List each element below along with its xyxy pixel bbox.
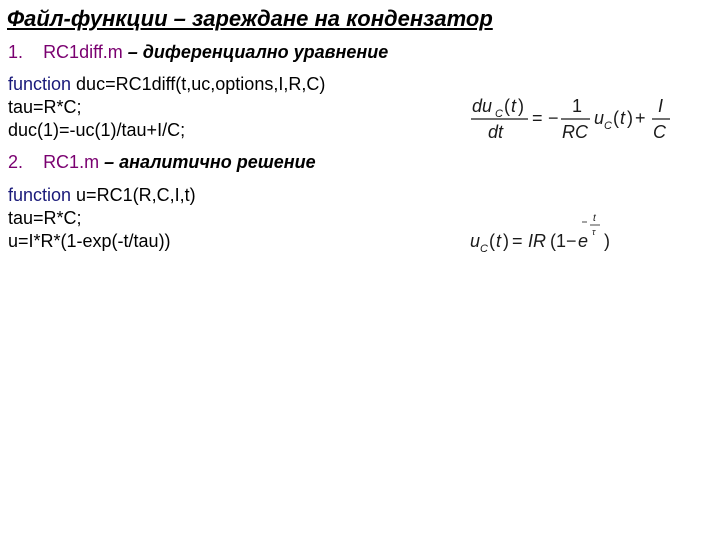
svg-text:(: ( — [613, 108, 619, 128]
svg-text:C: C — [480, 243, 488, 255]
svg-text:u: u — [470, 231, 481, 251]
svg-text:RC: RC — [562, 122, 588, 142]
svg-text:): ) — [518, 96, 524, 116]
svg-text:e: e — [578, 231, 589, 251]
svg-text:du: du — [472, 96, 493, 116]
svg-text:(: ( — [489, 231, 495, 251]
code-line: tau=R*C; — [8, 97, 82, 117]
analytic-solution-equation — [468, 210, 628, 260]
svg-text:=: = — [512, 231, 523, 251]
code-line: u=I*R*(1-exp(-t/tau)) — [8, 231, 171, 251]
svg-text:): ) — [604, 231, 610, 251]
svg-text:I: I — [658, 96, 664, 116]
item-1-filename: RC1diff.m — [43, 42, 123, 62]
code-line: function duc=RC1diff(t,uc,options,I,R,C) — [8, 74, 326, 94]
item-1-number: 1. — [8, 42, 24, 62]
code-line: duc(1)=-uc(1)/tau+I/C; — [8, 120, 186, 140]
svg-text:1: 1 — [572, 96, 583, 116]
code-block-2 — [8, 184, 196, 253]
item-2-filename: RC1.m — [43, 152, 100, 172]
svg-text:=: = — [532, 108, 543, 128]
svg-text:t: t — [620, 108, 626, 128]
svg-text:): ) — [627, 108, 633, 128]
svg-text:u: u — [594, 108, 605, 128]
item-1-description: – диференциално уравнение — [127, 42, 389, 62]
svg-text:C: C — [495, 108, 503, 120]
svg-text:+: + — [635, 108, 646, 128]
code-line: tau=R*C; — [8, 208, 82, 228]
slide-title: Файл-функции – зареждане на кондензатор — [7, 6, 493, 31]
item-2-number: 2. — [8, 152, 24, 172]
svg-text:(: ( — [504, 96, 510, 116]
svg-text:t: t — [496, 231, 502, 251]
code-line: function u=RC1(R,C,I,t) — [8, 185, 196, 205]
svg-text:τ: τ — [592, 227, 596, 237]
svg-text:dt: dt — [488, 122, 504, 142]
svg-text:−: − — [566, 231, 577, 251]
svg-text:(1: (1 — [550, 231, 567, 251]
svg-text:C: C — [653, 122, 666, 142]
svg-text:t: t — [593, 213, 596, 224]
differential-equation — [468, 92, 683, 144]
svg-text:−: − — [548, 108, 559, 128]
code-block-1 — [8, 73, 325, 142]
svg-text:IR: IR — [528, 231, 546, 251]
item-1-heading — [8, 42, 388, 63]
svg-text:t: t — [511, 96, 517, 116]
svg-text:C: C — [604, 120, 612, 132]
svg-text:): ) — [503, 231, 509, 251]
item-2-heading — [8, 152, 316, 173]
item-2-description: – аналитично решение — [104, 152, 316, 172]
